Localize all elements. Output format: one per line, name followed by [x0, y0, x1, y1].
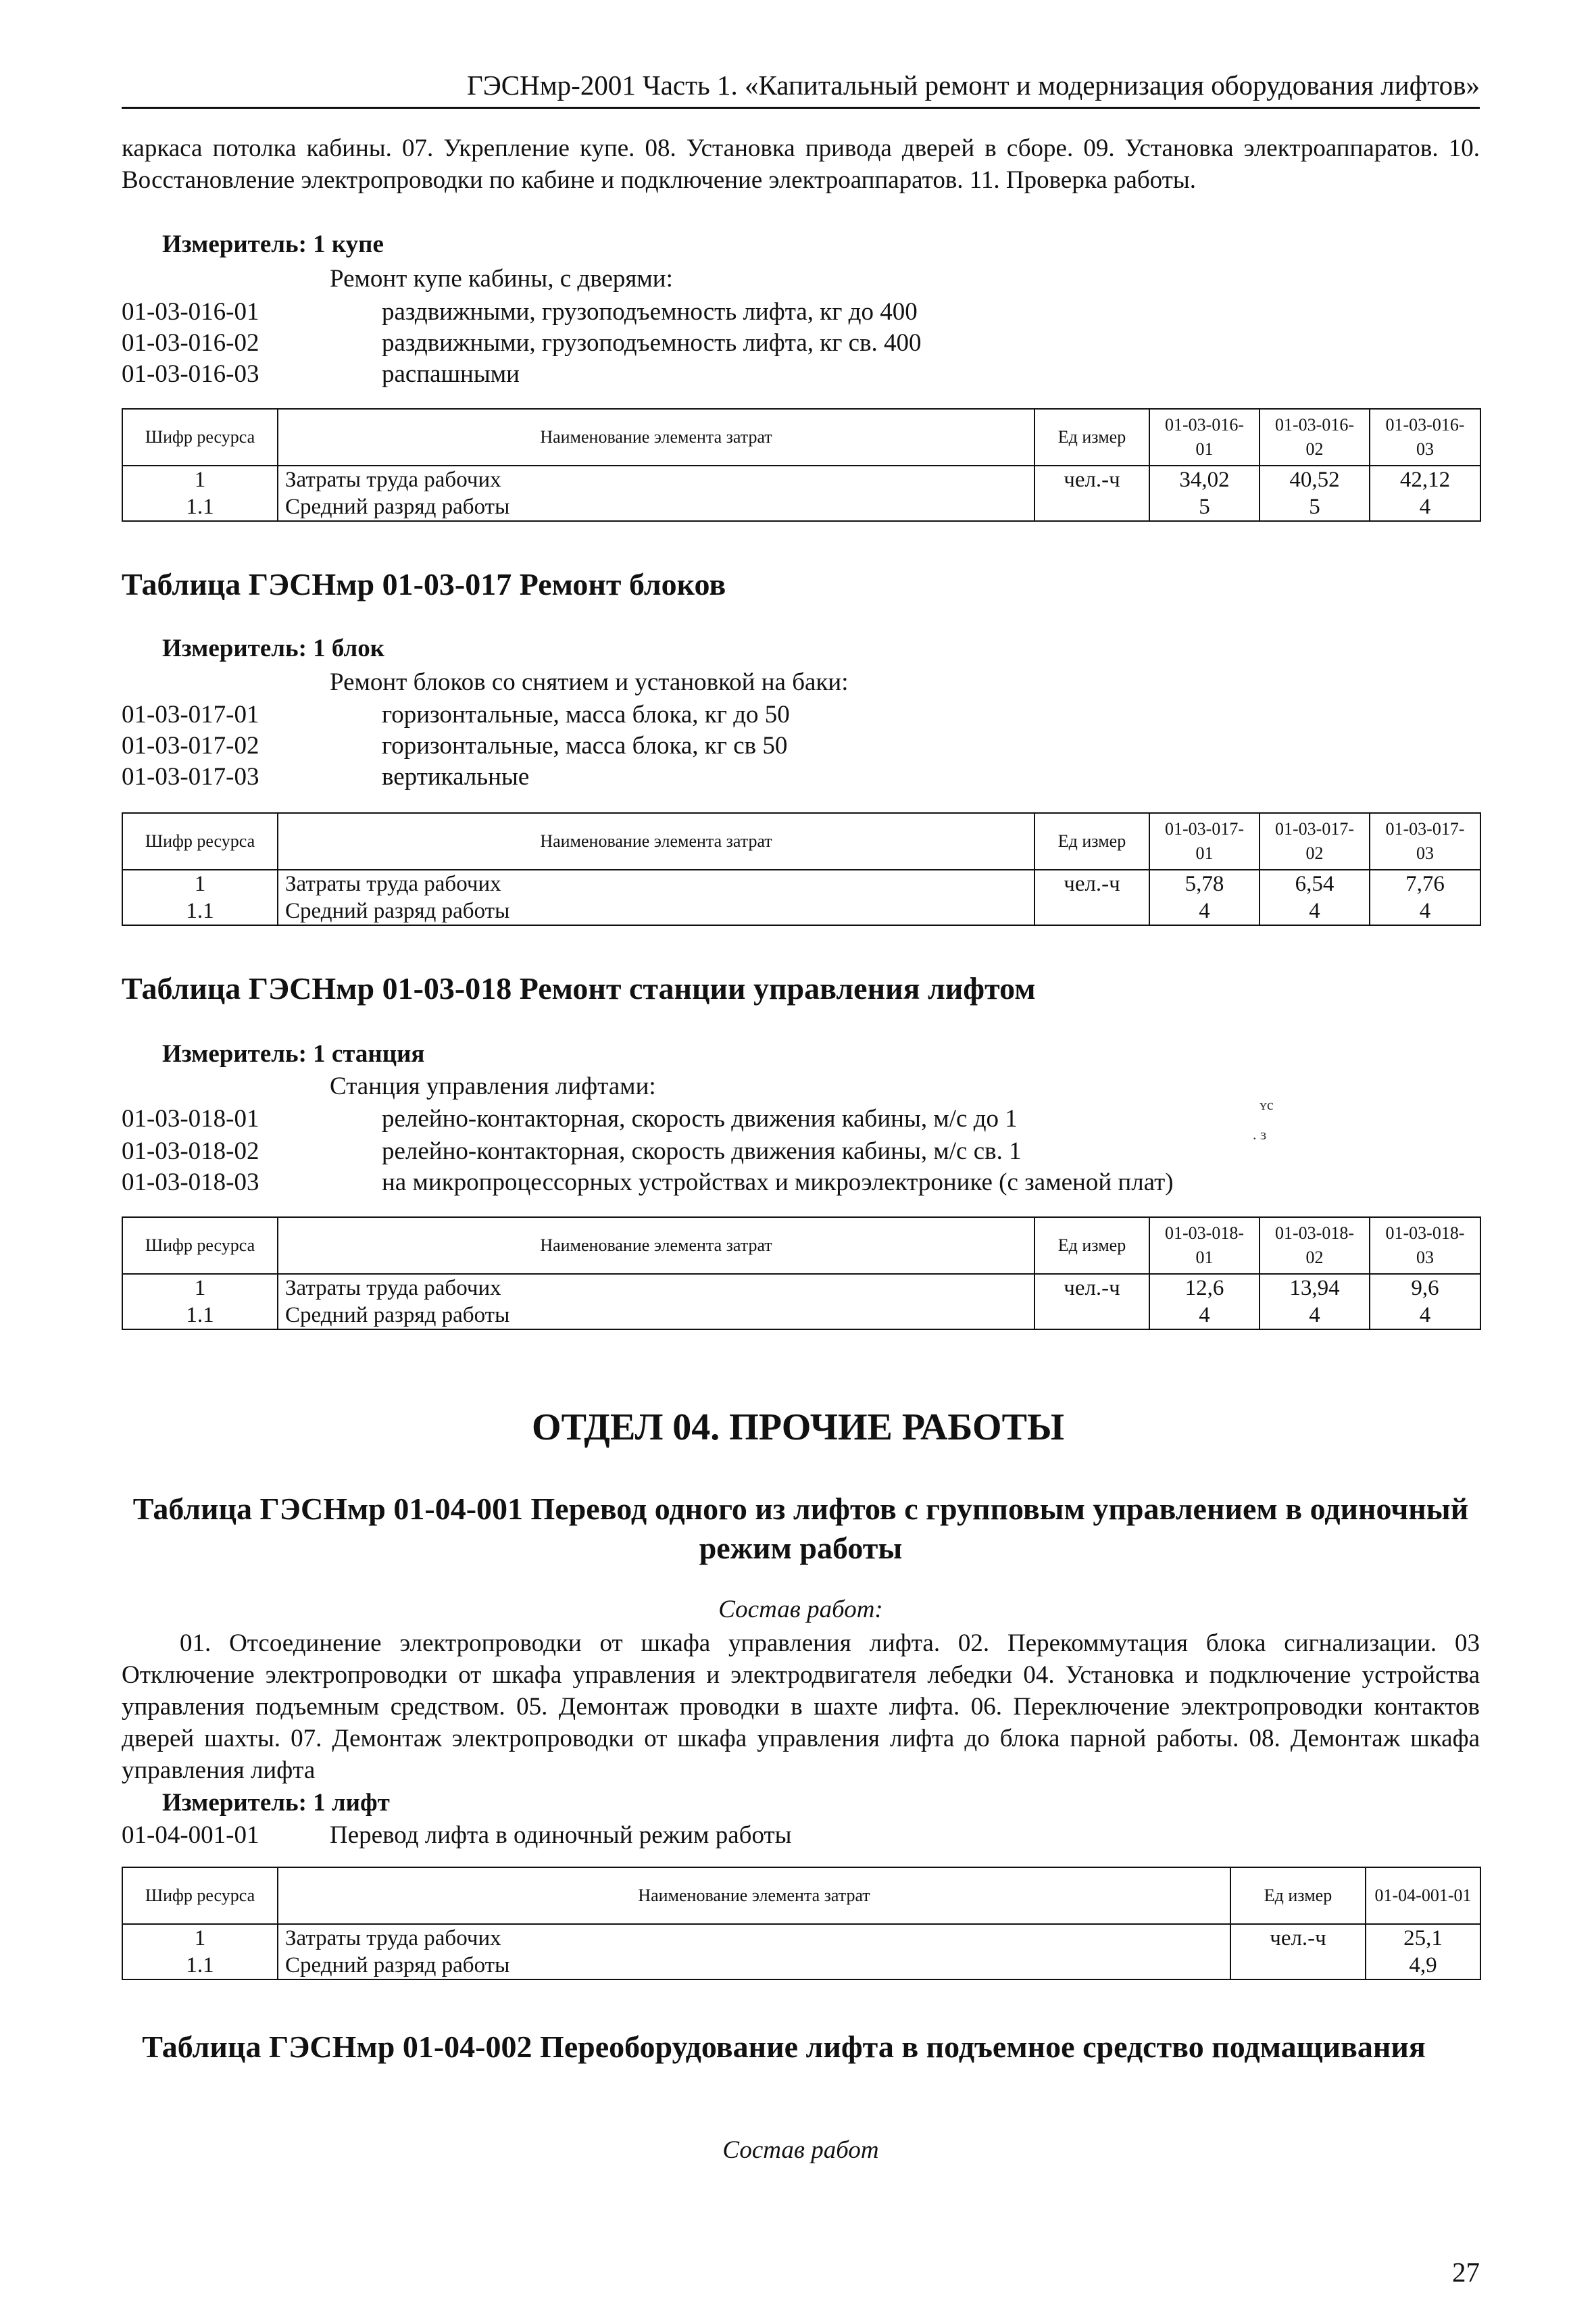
row-name: Средний разряд работы	[278, 1302, 1034, 1329]
row-name: Затраты труда рабочих	[278, 1924, 1230, 1952]
row-code: 1	[122, 1274, 278, 1302]
header-col-code: 01-03-016-02	[1260, 409, 1370, 466]
header-col-code: 01-03-016-01	[1149, 409, 1260, 466]
header-col-code: 01-04-001-01	[1366, 1867, 1480, 1924]
row-value: 4	[1370, 897, 1480, 925]
item-desc: релейно-контакторная, скорость движения кабины, м/с до 1	[382, 1105, 1018, 1133]
table-row	[122, 870, 1480, 897]
table-row	[122, 897, 1480, 925]
row-code: 1.1	[122, 493, 278, 521]
row-name: Средний разряд работы	[278, 1952, 1230, 1979]
running-header: ГЭСНмр-2001 Часть 1. «Капитальный ремонт и модернизация оборудования лифтов»	[122, 69, 1480, 109]
item-code: 01-03-017-02	[122, 732, 259, 760]
table-row	[122, 466, 1480, 493]
scan-speck: ʏc	[1260, 1096, 1274, 1113]
composition-label: Состав работ:	[718, 1596, 883, 1623]
table-row	[122, 1952, 1480, 1979]
header-unit: Ед измер	[1230, 1867, 1366, 1924]
table-row	[122, 1924, 1480, 1952]
row-value: 4	[1260, 897, 1370, 925]
row-value: 7,76	[1370, 870, 1480, 897]
row-value: 9,6	[1370, 1274, 1480, 1302]
item-desc: вертикальные	[382, 763, 530, 791]
header-unit: Ед измер	[1034, 1217, 1149, 1274]
header-name: Наименование элемента затрат	[278, 1217, 1034, 1274]
item-code: 01-03-018-03	[122, 1168, 259, 1196]
item-code: 01-03-018-01	[122, 1105, 259, 1133]
subtitle-018: Станция управления лифтами:	[330, 1073, 656, 1100]
table-row	[122, 1274, 1480, 1302]
resource-table-018	[122, 1216, 1481, 1330]
table-title-018: Таблица ГЭСНмр 01-03-018 Ремонт станции управления лифтом	[122, 971, 1036, 1006]
header-name: Наименование элемента затрат	[278, 813, 1034, 870]
table-title-402: Таблица ГЭСНмр 01-04-002 Переоборудование лифта в подъемное средство подмащивания	[142, 2029, 1426, 2064]
row-code: 1.1	[122, 1952, 278, 1979]
row-value: 4	[1149, 1302, 1260, 1329]
item-code: 01-03-017-03	[122, 763, 259, 791]
header-code: Шифр ресурса	[122, 1217, 278, 1274]
header-code: Шифр ресурса	[122, 813, 278, 870]
composition-label: Состав работ	[722, 2136, 879, 2164]
intro-paragraph: каркаса потолка кабины. 07. Укрепление купе. 08. Установка привода дверей в сборе. 09. Установка электроаппаратов. 10. Восстановление электропроводки по кабине и подключение электроаппаратов. 11. Проверка работы.	[122, 134, 1480, 194]
item-code: 01-03-018-02	[122, 1137, 259, 1165]
subtitle-017: Ремонт блоков со снятием и установкой на баки:	[330, 668, 849, 696]
row-unit: чел.-ч	[1034, 466, 1149, 493]
item-desc: горизонтальные, масса блока, кг св 50	[382, 732, 788, 760]
table-title-401: Таблица ГЭСНмр 01-04-001 Перевод одного из лифтов с групповым управлением в одиночный режим работы	[132, 1492, 1469, 1565]
row-value: 13,94	[1260, 1274, 1370, 1302]
header-col-code: 01-03-017-01	[1149, 813, 1260, 870]
row-code: 1	[122, 466, 278, 493]
header-col-code: 01-03-018-02	[1260, 1217, 1370, 1274]
row-value: 5	[1149, 493, 1260, 521]
row-name: Затраты труда рабочих	[278, 466, 1034, 493]
item-code: 01-03-016-02	[122, 329, 259, 357]
row-code: 1.1	[122, 897, 278, 925]
row-value: 4	[1370, 493, 1480, 521]
measure-017: Измеритель: 1 блок	[162, 635, 385, 662]
item-desc: на микропроцессорных устройствах и микроэлектронике (с заменой плат)	[382, 1168, 1174, 1196]
item-desc: распашными	[382, 360, 520, 388]
resource-table-017	[122, 812, 1481, 926]
row-value: 4	[1260, 1302, 1370, 1329]
composition-text: 01. Отсоединение электропроводки от шкафа управления лифта. 02. Перекоммутация блока сигнализации. 03 Отключение электропроводки от шкафа управления и электродвигателя лебедки 04. Установка и подключение устройства управления подъемным средством. 05. Демонтаж проводки в шахте лифта. 06. Переключение электропроводки контактов дверей шахты. 07. Демонтаж электропроводки от шкафа управления лифта до блока парной работы. 08. Демонтаж шкафа управления лифта	[122, 1629, 1480, 1784]
row-value: 4	[1149, 897, 1260, 925]
resource-table-016	[122, 408, 1481, 522]
item-code: 01-04-001-01	[122, 1821, 259, 1849]
row-unit: чел.-ч	[1034, 1274, 1149, 1302]
row-value: 25,1	[1366, 1924, 1480, 1952]
header-col-code: 01-03-017-02	[1260, 813, 1370, 870]
row-code: 1	[122, 1924, 278, 1952]
header-col-code: 01-03-016-03	[1370, 409, 1480, 466]
item-desc: Перевод лифта в одиночный режим работы	[330, 1821, 792, 1849]
table-row	[122, 493, 1480, 521]
item-desc: раздвижными, грузоподъемность лифта, кг св. 400	[382, 329, 922, 357]
header-col-code: 01-03-018-03	[1370, 1217, 1480, 1274]
row-code: 1.1	[122, 1302, 278, 1329]
row-unit	[1034, 897, 1149, 925]
measure-018: Измеритель: 1 станция	[162, 1040, 425, 1068]
item-desc: релейно-контакторная, скорость движения кабины, м/с св. 1	[382, 1137, 1022, 1165]
resource-table-401	[122, 1867, 1481, 1980]
header-code: Шифр ресурса	[122, 409, 278, 466]
row-unit: чел.-ч	[1034, 870, 1149, 897]
row-unit	[1034, 493, 1149, 521]
row-value: 40,52	[1260, 466, 1370, 493]
row-value: 4,9	[1366, 1952, 1480, 1979]
header-code: Шифр ресурса	[122, 1867, 278, 1924]
row-value: 42,12	[1370, 466, 1480, 493]
row-name: Затраты труда рабочих	[278, 870, 1034, 897]
row-value: 6,54	[1260, 870, 1370, 897]
row-code: 1	[122, 870, 278, 897]
row-value: 5	[1260, 493, 1370, 521]
subtitle-016: Ремонт купе кабины, с дверями:	[330, 265, 673, 293]
page-number: 27	[1452, 2257, 1480, 2288]
row-name: Средний разряд работы	[278, 493, 1034, 521]
header-name: Наименование элемента затрат	[278, 409, 1034, 466]
row-name: Средний разряд работы	[278, 897, 1034, 925]
row-value: 5,78	[1149, 870, 1260, 897]
item-code: 01-03-016-01	[122, 298, 259, 326]
scan-speck: . ɜ	[1253, 1126, 1267, 1143]
row-unit	[1034, 1302, 1149, 1329]
measure-401: Измеритель: 1 лифт	[162, 1789, 390, 1817]
measure-016: Измеритель: 1 купе	[162, 230, 384, 258]
header-col-code: 01-03-017-03	[1370, 813, 1480, 870]
section-title: ОТДЕЛ 04. ПРОЧИЕ РАБОТЫ	[532, 1406, 1064, 1448]
header-unit: Ед измер	[1034, 409, 1149, 466]
row-value: 34,02	[1149, 466, 1260, 493]
item-desc: горизонтальные, масса блока, кг до 50	[382, 701, 790, 729]
table-row	[122, 1302, 1480, 1329]
row-unit	[1230, 1952, 1366, 1979]
header-col-code: 01-03-018-01	[1149, 1217, 1260, 1274]
table-title-017: Таблица ГЭСНмр 01-03-017 Ремонт блоков	[122, 567, 726, 601]
item-code: 01-03-017-01	[122, 701, 259, 729]
row-unit: чел.-ч	[1230, 1924, 1366, 1952]
row-name: Затраты труда рабочих	[278, 1274, 1034, 1302]
row-value: 12,6	[1149, 1274, 1260, 1302]
item-desc: раздвижными, грузоподъемность лифта, кг до 400	[382, 298, 918, 326]
item-code: 01-03-016-03	[122, 360, 259, 388]
row-value: 4	[1370, 1302, 1480, 1329]
header-unit: Ед измер	[1034, 813, 1149, 870]
header-name: Наименование элемента затрат	[278, 1867, 1230, 1924]
